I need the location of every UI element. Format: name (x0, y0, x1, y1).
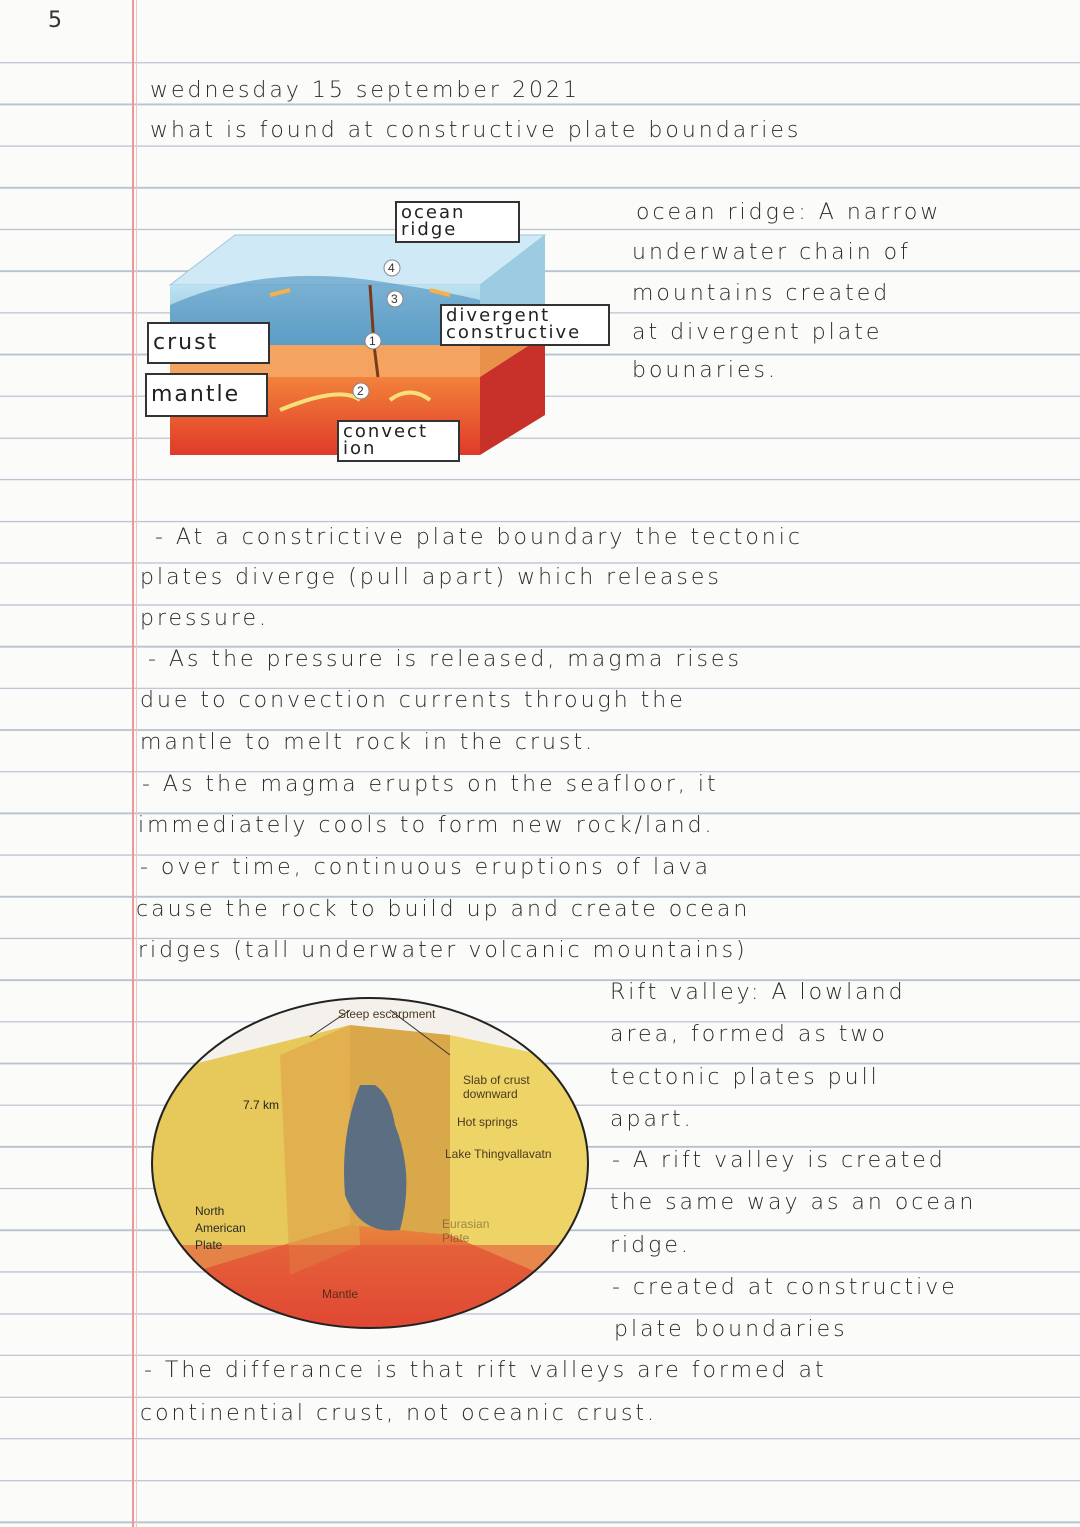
definition-line: underwater chain of (632, 240, 911, 265)
note-line: mantle to melt rock in the crust. (140, 730, 596, 755)
divergent-label (440, 304, 610, 346)
ocean-ridge-label (395, 201, 520, 243)
caption-eu-line2: Plate (442, 1231, 470, 1245)
definition-line: at divergent plate (632, 320, 883, 345)
divergent-label-line1: divergent (446, 305, 551, 326)
rift-valley-illustration (150, 995, 590, 1330)
rift-line: apart. (610, 1107, 694, 1132)
page-title: what is found at constructive plate boundaries (150, 118, 802, 143)
page-number: 5 (48, 8, 62, 33)
caption-north-american-plate (195, 1203, 246, 1254)
crust-label: crust (147, 322, 270, 364)
marker-4: 4 (388, 261, 395, 275)
ocean-ridge-label-line1: ocean (401, 202, 466, 223)
note-line: - As the pressure is released, magma rises (148, 647, 742, 672)
caption-slab-line1: Slab of crust (463, 1073, 530, 1087)
caption-na-line1: North (195, 1204, 225, 1218)
rift-valley-diagram (150, 995, 590, 1330)
note-line: due to convection currents through the (140, 688, 686, 713)
definition-line: bounaries. (632, 358, 778, 383)
footer-note-line: continential crust, not oceanic crust. (140, 1401, 658, 1426)
divergent-label-line2: constructive (446, 322, 582, 343)
caption-slab (463, 1073, 530, 1101)
convection-label (337, 420, 460, 462)
convection-label-line1: convect (343, 421, 428, 442)
definition-line: mountains created (632, 281, 891, 306)
caption-steep-escarpment: Steep escarpment (338, 1007, 436, 1021)
definition-line: ocean ridge: A narrow (636, 200, 942, 225)
footer-note-line: - The differance is that rift valleys are formed at (144, 1358, 827, 1383)
marker-3: 3 (391, 292, 398, 306)
note-line: plates diverge (pull apart) which releases (140, 565, 722, 590)
caption-lake: Lake Thingvallavatn (445, 1147, 552, 1161)
note-line: ridges (tall underwater volcanic mountains) (138, 938, 748, 963)
note-line: - At a constrictive plate boundary the tectonic (155, 525, 803, 550)
note-line: cause the rock to build up and create ocean (136, 897, 751, 922)
date-heading: wednesday 15 september 2021 (150, 78, 580, 103)
caption-eurasian-plate (442, 1217, 489, 1245)
caption-distance: 7.7 km (243, 1098, 280, 1112)
note-line: pressure. (140, 606, 270, 631)
rift-line: - A rift valley is created (612, 1148, 946, 1173)
rift-line: Rift valley: A lowland (610, 980, 906, 1005)
marker-1: 1 (369, 334, 376, 348)
caption-eu-line1: Eurasian (442, 1217, 490, 1231)
caption-slab-line2: downward (463, 1087, 518, 1101)
rift-line: - created at constructive (612, 1275, 958, 1300)
rift-line: tectonic plates pull (610, 1065, 880, 1090)
rift-line: area, formed as two (610, 1022, 888, 1047)
rift-line: the same way as an ocean (610, 1190, 977, 1215)
margin-line-secondary (136, 0, 137, 1527)
rift-line: ridge. (610, 1233, 691, 1258)
convection-label-line2: ion (343, 438, 377, 459)
note-line: immediately cools to form new rock/land. (138, 813, 715, 838)
margin-line (132, 0, 134, 1527)
note-line: - As the magma erupts on the seafloor, it (142, 772, 719, 797)
caption-hot-springs: Hot springs (457, 1115, 518, 1129)
caption-mantle: Mantle (322, 1287, 359, 1301)
rift-line: plate boundaries (614, 1317, 848, 1342)
mantle-label: mantle (145, 373, 268, 417)
ocean-ridge-label-line2: ridge (401, 219, 458, 240)
marker-2: 2 (357, 384, 364, 398)
caption-na-line2: American (195, 1221, 246, 1235)
note-line: - over time, continuous eruptions of lava (140, 855, 712, 880)
caption-na-line3: Plate (195, 1238, 223, 1252)
